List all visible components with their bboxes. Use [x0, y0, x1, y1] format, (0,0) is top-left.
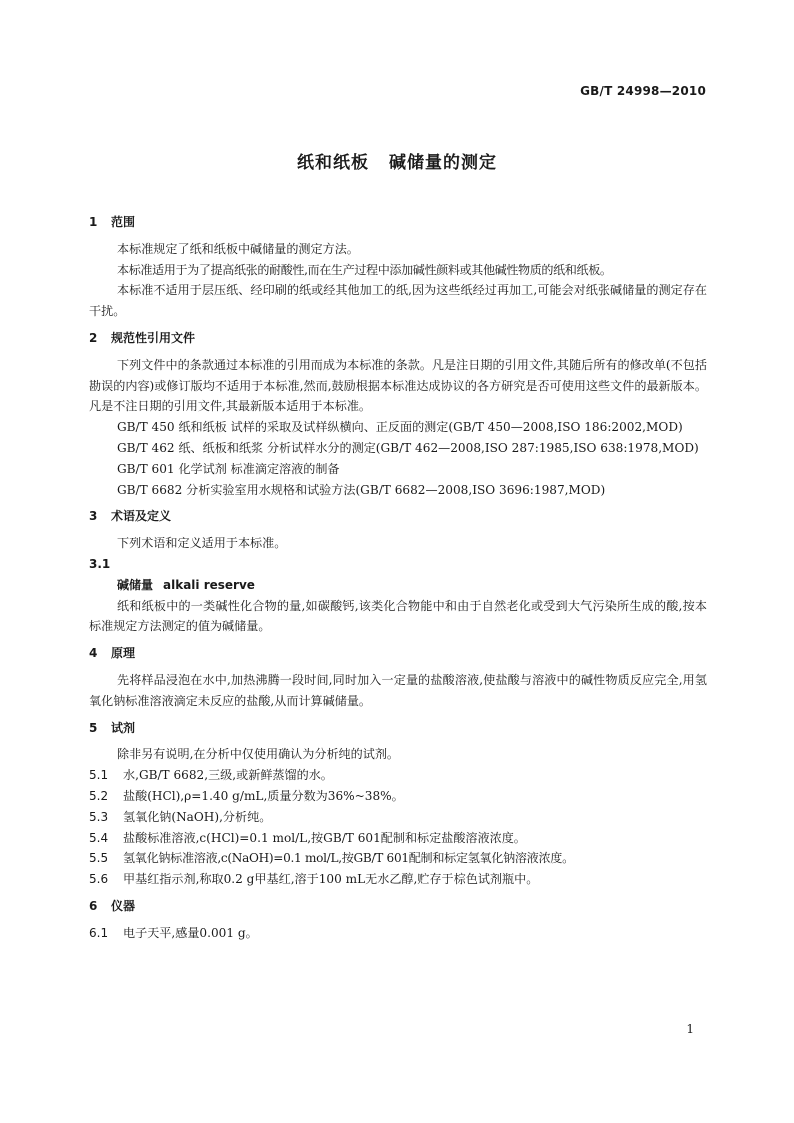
paragraph: 本标准不适用于层压纸、经印刷的纸或经其他加工的纸,因为这些纸经过再加工,可能会对纸张碱储量的测定存在干扰。	[89, 283, 707, 319]
section-title: 试剂	[111, 720, 136, 735]
section-heading-3	[89, 506, 707, 527]
list-item	[89, 786, 707, 807]
section-title: 术语及定义	[111, 509, 172, 524]
term-english: alkali reserve	[163, 577, 255, 592]
title-part-2: 碱储量的测定	[389, 153, 497, 173]
section-heading-4	[89, 643, 707, 664]
paragraph: 本标准适用于为了提高纸张的耐酸性,而在生产过程中添加碱性颜料或其他碱性物质的纸和纸板。	[117, 262, 612, 277]
section-title: 规范性引用文件	[111, 330, 196, 345]
term-definition: 纸和纸板中的一类碱性化合物的量,如碳酸钙,该类化合物能中和由于自然老化或受到大气污染所生成的酸,按本标准规定方法测定的值为碱储量。	[89, 598, 707, 634]
item-number: 5.3	[89, 809, 109, 824]
term-chinese: 碱储量	[117, 577, 154, 592]
section-heading-6	[89, 896, 707, 917]
reference-item: GB/T 6682 分析实验室用水规格和试验方法(GB/T 6682—2008,ISO 3696:1987,MOD)	[117, 482, 606, 497]
item-text: 盐酸标准溶液,c(HCl)=0.1 mol/L,按GB/T 601配制和标定盐酸溶液浓度。	[123, 830, 526, 845]
paragraph: 本标准规定了纸和纸板中碱储量的测定方法。	[117, 241, 359, 256]
paragraph: 除非另有说明,在分析中仅使用确认为分析纯的试剂。	[117, 747, 400, 762]
standard-code: GB/T 24998—2010	[580, 84, 706, 98]
paragraph: 先将样品浸泡在水中,加热沸腾一段时间,同时加入一定量的盐酸溶液,使盐酸与溶液中的碱性物质反应完全,用氢氧化钠标准溶液滴定未反应的盐酸,从而计算碱储量。	[89, 672, 707, 708]
item-number: 5.5	[89, 851, 109, 866]
paragraph: 下列文件中的条款通过本标准的引用而成为本标准的条款。凡是注日期的引用文件,其随后所有的修改单(不包括勘误的内容)或修订版均不适用于本标准,然而,鼓励根据本标准达成协议的各方研究是否可使用这些文件的最新版本。凡是不注日期的引用文件,其最新版本适用于本标准。	[89, 357, 707, 414]
section-number: 1	[89, 215, 98, 229]
section-heading-1	[89, 212, 707, 233]
section-title: 原理	[111, 646, 136, 661]
section-title: 仪器	[111, 898, 136, 913]
section-title: 范围	[111, 215, 136, 229]
section-heading-5	[89, 718, 707, 739]
section-heading-2	[89, 328, 707, 349]
item-number: 5.6	[89, 872, 109, 887]
item-text: 水,GB/T 6682,三级,或新鲜蒸馏的水。	[123, 768, 333, 783]
section-number: 5	[89, 720, 98, 735]
reference-item: GB/T 462 纸、纸板和纸浆 分析试样水分的测定(GB/T 462—2008,ISO 287:1985,ISO 638:1978,MOD)	[117, 440, 699, 455]
item-text: 电子天平,感量0.001 g。	[123, 925, 258, 940]
item-number: 5.4	[89, 830, 109, 845]
list-item	[89, 923, 707, 944]
list-item	[89, 765, 707, 786]
subsection-number: 3.1	[89, 556, 111, 571]
section-number: 2	[89, 330, 98, 345]
item-number: 5.2	[89, 788, 109, 803]
item-text: 盐酸(HCl),ρ=1.40 g/mL,质量分数为36%~38%。	[123, 788, 404, 803]
reference-item: GB/T 601 化学试剂 标准滴定溶液的制备	[117, 461, 340, 476]
list-item	[89, 807, 707, 828]
list-item	[89, 869, 707, 890]
section-number: 4	[89, 646, 98, 661]
list-item	[89, 828, 707, 849]
section-number: 6	[89, 898, 98, 913]
paragraph: 下列术语和定义适用于本标准。	[117, 536, 287, 551]
item-number: 5.1	[89, 768, 109, 783]
reference-item: GB/T 450 纸和纸板 试样的采取及试样纵横向、正反面的测定(GB/T 450—2008,ISO 186:2002,MOD)	[117, 420, 683, 435]
item-text: 氢氧化钠标准溶液,c(NaOH)=0.1 mol/L,按GB/T 601配制和标定氢氧化钠溶液浓度。	[123, 851, 574, 866]
document-body	[89, 206, 707, 944]
list-item	[89, 848, 707, 869]
title-part-1: 纸和纸板	[297, 153, 369, 173]
item-text: 甲基红指示剂,称取0.2 g甲基红,溶于100 mL无水乙醇,贮存于棕色试剂瓶中。	[123, 872, 539, 887]
section-number: 3	[89, 509, 98, 524]
term-entry	[89, 575, 707, 596]
item-text: 氢氧化钠(NaOH),分析纯。	[123, 809, 272, 824]
item-number: 6.1	[89, 925, 109, 940]
page-number: 1	[686, 1022, 694, 1036]
document-title	[0, 148, 794, 173]
